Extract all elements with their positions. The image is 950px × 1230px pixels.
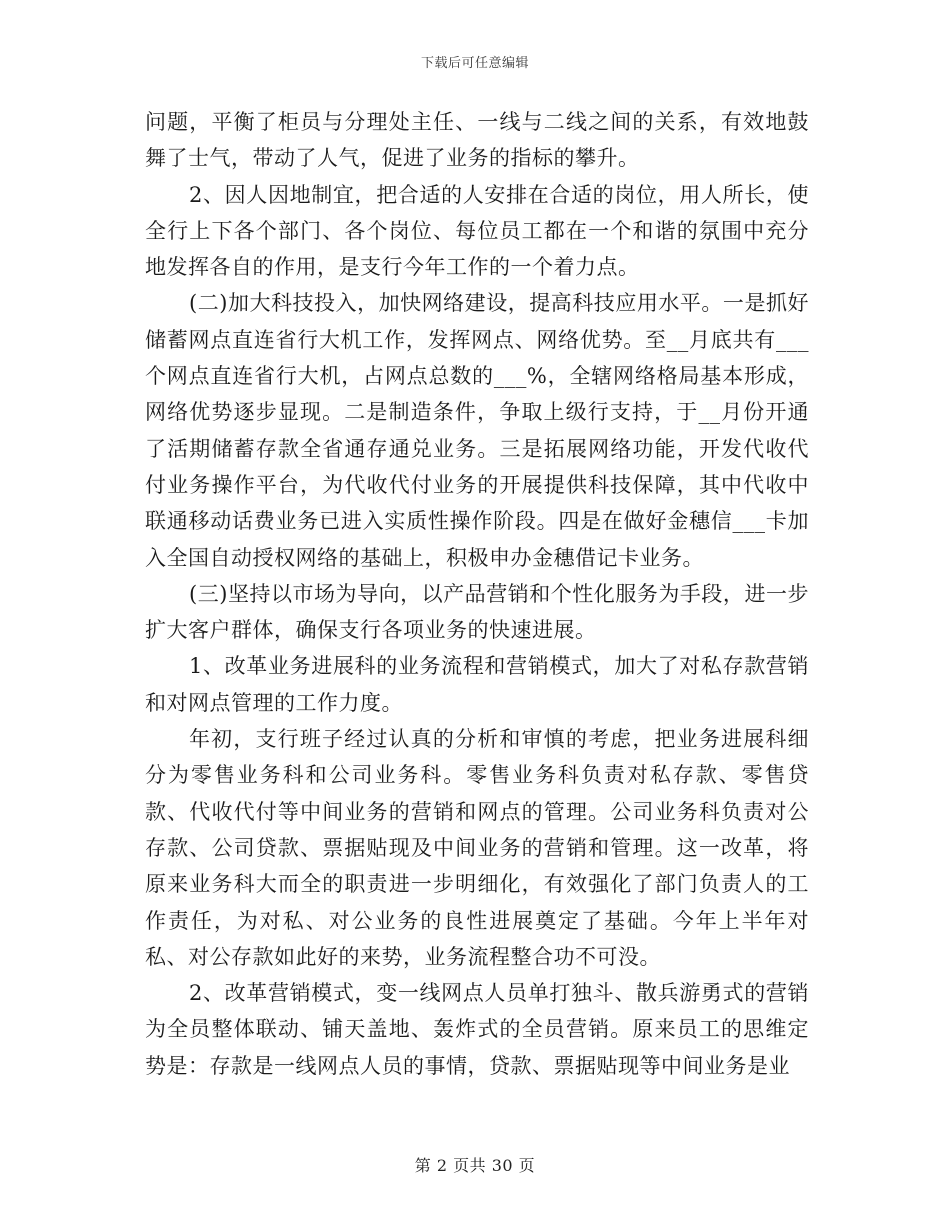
paragraph-continuation: 问题，平衡了柜员与分理处主任、一线与二线之间的关系，有效地鼓舞了士气，带动了人气，促进了业务的指标的攀升。: [145, 110, 809, 171]
paragraph-item-2: 2、因人因地制宜，把合适的人安排在合适的岗位，用人所长，使全行上下各个部门、各个岗位、每位员工都在一个和谐的氛围中充分地发挥各自的作用，是支行今年工作的一个着力点。: [145, 182, 809, 280]
page-number: 第 2 页共 30 页: [414, 1156, 536, 1175]
paragraph-section-3: (三)坚持以市场为导向，以产品营销和个性化服务为手段，进一步扩大客户群体，确保支行各项业务的快速进展。: [145, 581, 809, 643]
paragraph-body: 年初，支行班子经过认真的分析和审慎的考虑，把业务进展科细分为零售业务科和公司业务科。零售业务科负责对私存款、零售贷款、代收代付等中间业务的营销和网点的管理。公司业务科负责对公存款、公司贷款、票据贴现及中间业务的营销和管理。这一改革，将原来业务科大而全的职责进一步明细化，有效强化了部门负责人的工作责任，为对私、对公业务的良性进展奠定了基础。今年上半年对私、对公存款如此好的来势，业务流程整合功不可没。: [145, 727, 809, 969]
paragraph-item-1: 1、改革业务进展科的业务流程和营销模式，加大了对私存款营销和对网点管理的工作力度。: [145, 654, 809, 715]
paragraph-item-2b: 2、改革营销模式，变一线网点人员单打独斗、散兵游勇式的营销为全员整体联动、铺天盖地、轰炸式的全员营销。原来员工的思维定势是：存款是一线网点人员的事情，贷款、票据贴现等中间业务是业: [145, 981, 809, 1078]
document-body: [145, 104, 809, 1084]
paragraph-section-2: (二)加大科技投入，加快网络建设，提高科技应用水平。一是抓好储蓄网点直连省行大机工作，发挥网点、网络优势。至__月底共有___个网点直连省行大机，占网点总数的___%，全辖网络格局基本形成，网络优势逐步显现。二是制造条件，争取上级行支持，于__月份开通了活期储蓄存款全省通存通兑业务。三是拓展网络功能，开发代收代付业务操作平台，为代收代付业务的开展提供科技保障，其中代收中联通移动话费业务已进入实质性操作阶段。四是在做好金穗信___卡加入全国自动授权网络的基础上，积极申办金穗借记卡业务。: [145, 291, 809, 570]
page-header: 下载后可任意编辑: [420, 56, 529, 71]
